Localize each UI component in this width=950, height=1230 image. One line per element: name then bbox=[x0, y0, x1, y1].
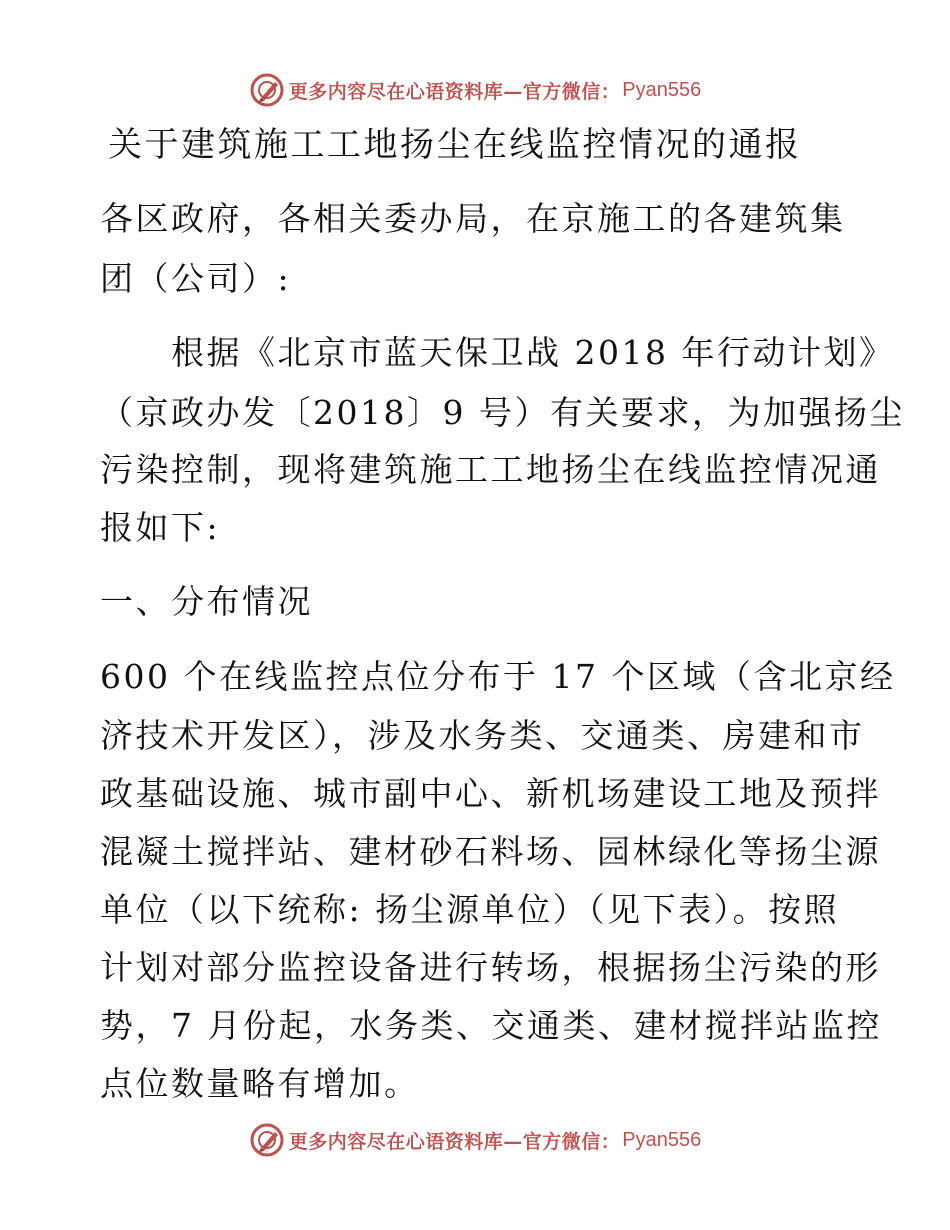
paragraph-line: 单位（以下统称: 扬尘源单位）（见下表）。按照 bbox=[100, 890, 840, 929]
paragraph-line: 根据《北京市蓝天保卫战 2018 年行动计划》 bbox=[100, 333, 895, 372]
paragraph-line: 点位数量略有增加。 bbox=[100, 1064, 420, 1103]
paragraph-line: 报如下: bbox=[100, 508, 221, 547]
paragraph-line: 混凝土搅拌站、建材砂石料场、园林绿化等扬尘源 bbox=[100, 832, 881, 871]
watermark-wechat-id: Pyan556 bbox=[622, 78, 702, 101]
watermark-header bbox=[0, 70, 950, 110]
pen-logo-icon bbox=[249, 1122, 285, 1158]
paragraph-line: 势，7 月份起，水务类、交通类、建材搅拌站监控 bbox=[100, 1006, 882, 1045]
document-title: 关于建筑施工工地扬尘在线监控情况的通报 bbox=[108, 125, 802, 165]
pen-logo-icon bbox=[249, 72, 285, 108]
paragraph-line: 污染控制，现将建筑施工工地扬尘在线监控情况通 bbox=[100, 450, 881, 489]
section-heading: 一、分布情况 bbox=[100, 582, 313, 621]
watermark-text: 更多内容尽在心语资料库—官方微信： bbox=[288, 1130, 621, 1153]
watermark-text: 更多内容尽在心语资料库—官方微信： bbox=[288, 80, 621, 103]
paragraph-line: 团（公司）: bbox=[100, 259, 292, 298]
paragraph-line: 计划对部分监控设备进行转场，根据扬尘污染的形 bbox=[100, 948, 881, 987]
watermark-footer bbox=[0, 1120, 950, 1160]
paragraph-line: 政基础设施、城市副中心、新机场建设工地及预拌 bbox=[100, 774, 881, 813]
paragraph-line: 济技术开发区），涉及水务类、交通类、房建和市 bbox=[100, 716, 865, 755]
paragraph-line: 600 个在线监控点位分布于 17 个区域（含北京经 bbox=[100, 657, 896, 696]
paragraph-line: （京政办发〔2018〕9 号）有关要求，为加强扬尘 bbox=[100, 393, 905, 432]
paragraph-line: 各区政府，各相关委办局，在京施工的各建筑集 bbox=[100, 199, 846, 238]
watermark-wechat-id: Pyan556 bbox=[622, 1128, 702, 1151]
